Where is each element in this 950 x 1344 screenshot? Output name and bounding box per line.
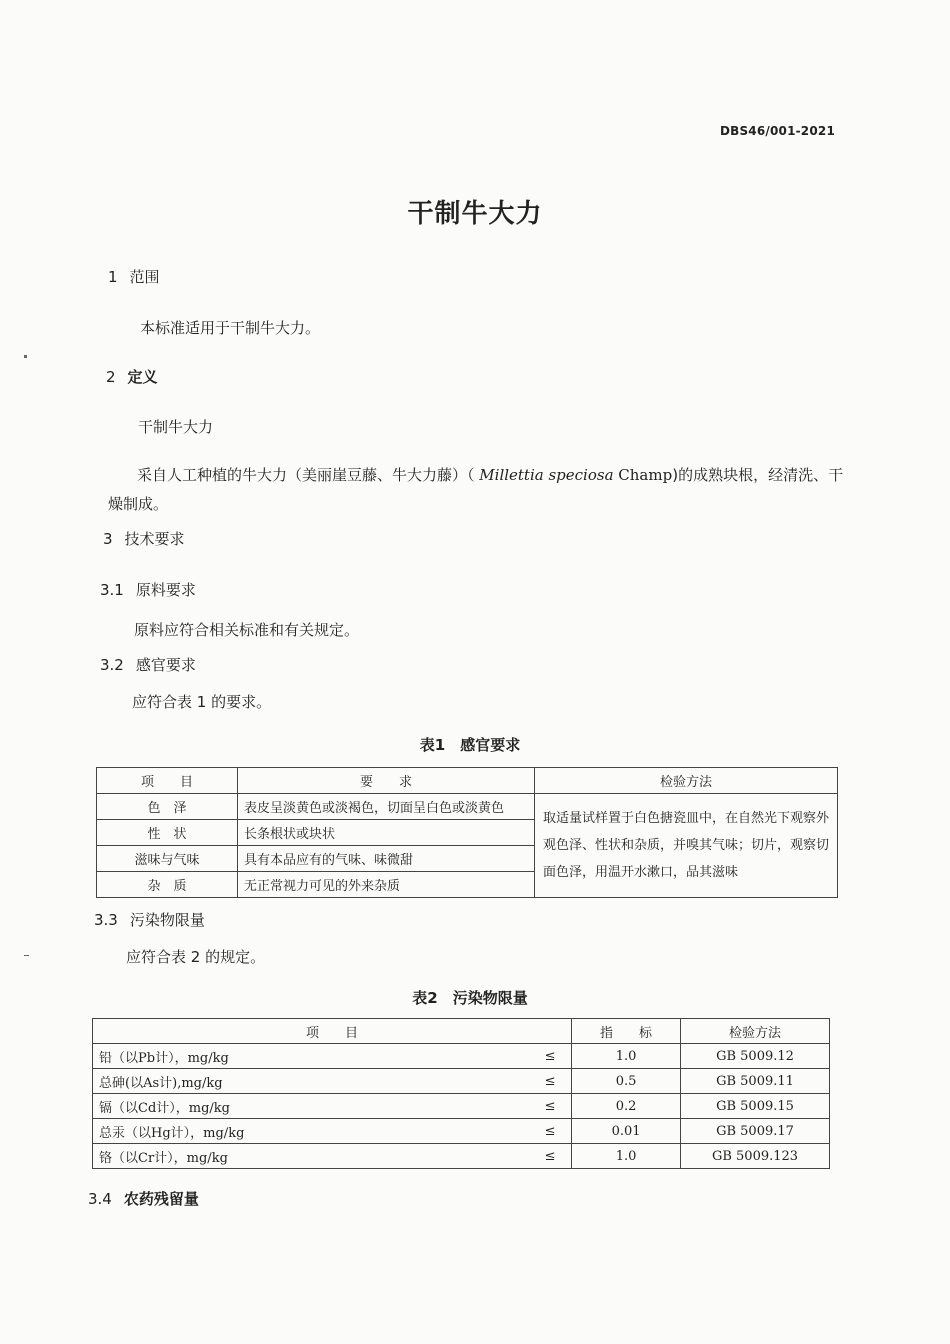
operator-cell: ≤ [529,1044,572,1069]
method-cell: GB 5009.17 [681,1119,830,1144]
section-1-body: 本标准适用于干制牛大力。 [140,319,321,337]
item-cell: 色 泽 [97,794,238,820]
table-row [97,794,838,820]
section-number: 3.2 [100,656,124,674]
species-author: Champ [613,466,673,484]
item-cell: 杂 质 [97,872,238,898]
section-3-3-body: 应符合表 2 的规定。 [126,948,266,966]
operator-cell: ≤ [529,1094,572,1119]
method-cell: GB 5009.11 [681,1069,830,1094]
column-header-method: 检验方法 [681,1019,830,1044]
section-1-heading [108,266,160,287]
section-title: 范围 [129,268,160,286]
section-number: 2 [106,368,116,386]
section-3-4-heading [88,1188,199,1209]
method-cell: 取适量试样置于白色搪瓷皿中，在自然光下观察外观色泽、性状和杂质，并嗅其气味；切片，观察切面色泽，用温开水漱口，品其滋味 [535,794,838,898]
page-title: 干制牛大力 [407,199,543,229]
operator-cell: ≤ [529,1144,572,1169]
section-number: 1 [108,268,118,286]
section-title: 技术要求 [124,530,185,548]
table-row [93,1144,830,1169]
table-row [93,1069,830,1094]
method-cell: GB 5009.15 [681,1094,830,1119]
requirement-cell: 长条根状或块状 [238,820,535,846]
definition-suffix: )的成熟块根，经清洗、干燥制成。 [108,466,844,513]
section-number: 3.4 [88,1190,112,1208]
section-2-heading [106,366,158,387]
section-3-3-heading [94,909,205,930]
section-3-heading [103,528,185,549]
section-number: 3.3 [94,911,118,929]
limit-cell: 1.0 [572,1144,681,1169]
column-header-limit: 指 标 [572,1019,681,1044]
contaminant-table [92,1018,830,1169]
item-cell: 性 状 [97,820,238,846]
operator-cell: ≤ [529,1119,572,1144]
column-header-requirement: 要 求 [238,768,535,794]
section-title: 定义 [127,368,158,386]
standard-number: DBS46/001-2021 [719,124,835,138]
table-row [93,1119,830,1144]
table-row [93,1044,830,1069]
limit-cell: 0.2 [572,1094,681,1119]
latin-name [479,466,672,484]
table-header-row [93,1019,830,1044]
section-title: 感官要求 [135,656,196,674]
sensory-table [96,767,838,898]
species-name: Millettia speciosa [479,466,614,484]
section-3-2-heading [100,654,196,675]
scan-mark [24,355,27,358]
requirement-cell: 表皮呈淡黄色或淡褐色，切面呈白色或淡黄色 [238,794,535,820]
section-title: 原料要求 [135,581,196,599]
requirement-cell: 具有本品应有的气味、味微甜 [238,846,535,872]
limit-cell: 0.5 [572,1069,681,1094]
section-3-1-body: 原料应符合相关标准和有关规定。 [134,621,360,639]
item-cell: 总砷(以As计),mg/kg [93,1069,530,1094]
item-cell: 镉（以Cd计），mg/kg [93,1094,530,1119]
definition-prefix: 采自人工种植的牛大力（美丽崖豆藤、牛大力藤）（ [137,466,480,484]
column-header-item: 项 目 [93,1019,572,1044]
column-header-method: 检验方法 [535,768,838,794]
table-2-caption: 表2 污染物限量 [412,989,528,1007]
section-number: 3 [103,530,113,548]
item-cell: 铬（以Cr计），mg/kg [93,1144,530,1169]
section-title: 污染物限量 [129,911,205,929]
limit-cell: 0.01 [572,1119,681,1144]
table-header-row [97,768,838,794]
definition-term: 干制牛大力 [138,418,214,436]
section-3-2-body: 应符合表 1 的要求。 [132,693,272,711]
requirement-cell: 无正常视力可见的外来杂质 [238,872,535,898]
section-title: 农药残留量 [123,1190,199,1208]
table-1-caption: 表1 感官要求 [419,736,521,754]
table-row [93,1094,830,1119]
operator-cell: ≤ [529,1069,572,1094]
method-cell: GB 5009.12 [681,1044,830,1069]
scan-mark [24,955,29,956]
limit-cell: 1.0 [572,1044,681,1069]
definition-text [108,461,848,519]
item-cell: 滋味与气味 [97,846,238,872]
section-number: 3.1 [100,581,124,599]
item-cell: 总汞（以Hg计），mg/kg [93,1119,530,1144]
column-header-item: 项 目 [97,768,238,794]
item-cell: 铅（以Pb计），mg/kg [93,1044,530,1069]
section-3-1-heading [100,579,196,600]
method-cell: GB 5009.123 [681,1144,830,1169]
